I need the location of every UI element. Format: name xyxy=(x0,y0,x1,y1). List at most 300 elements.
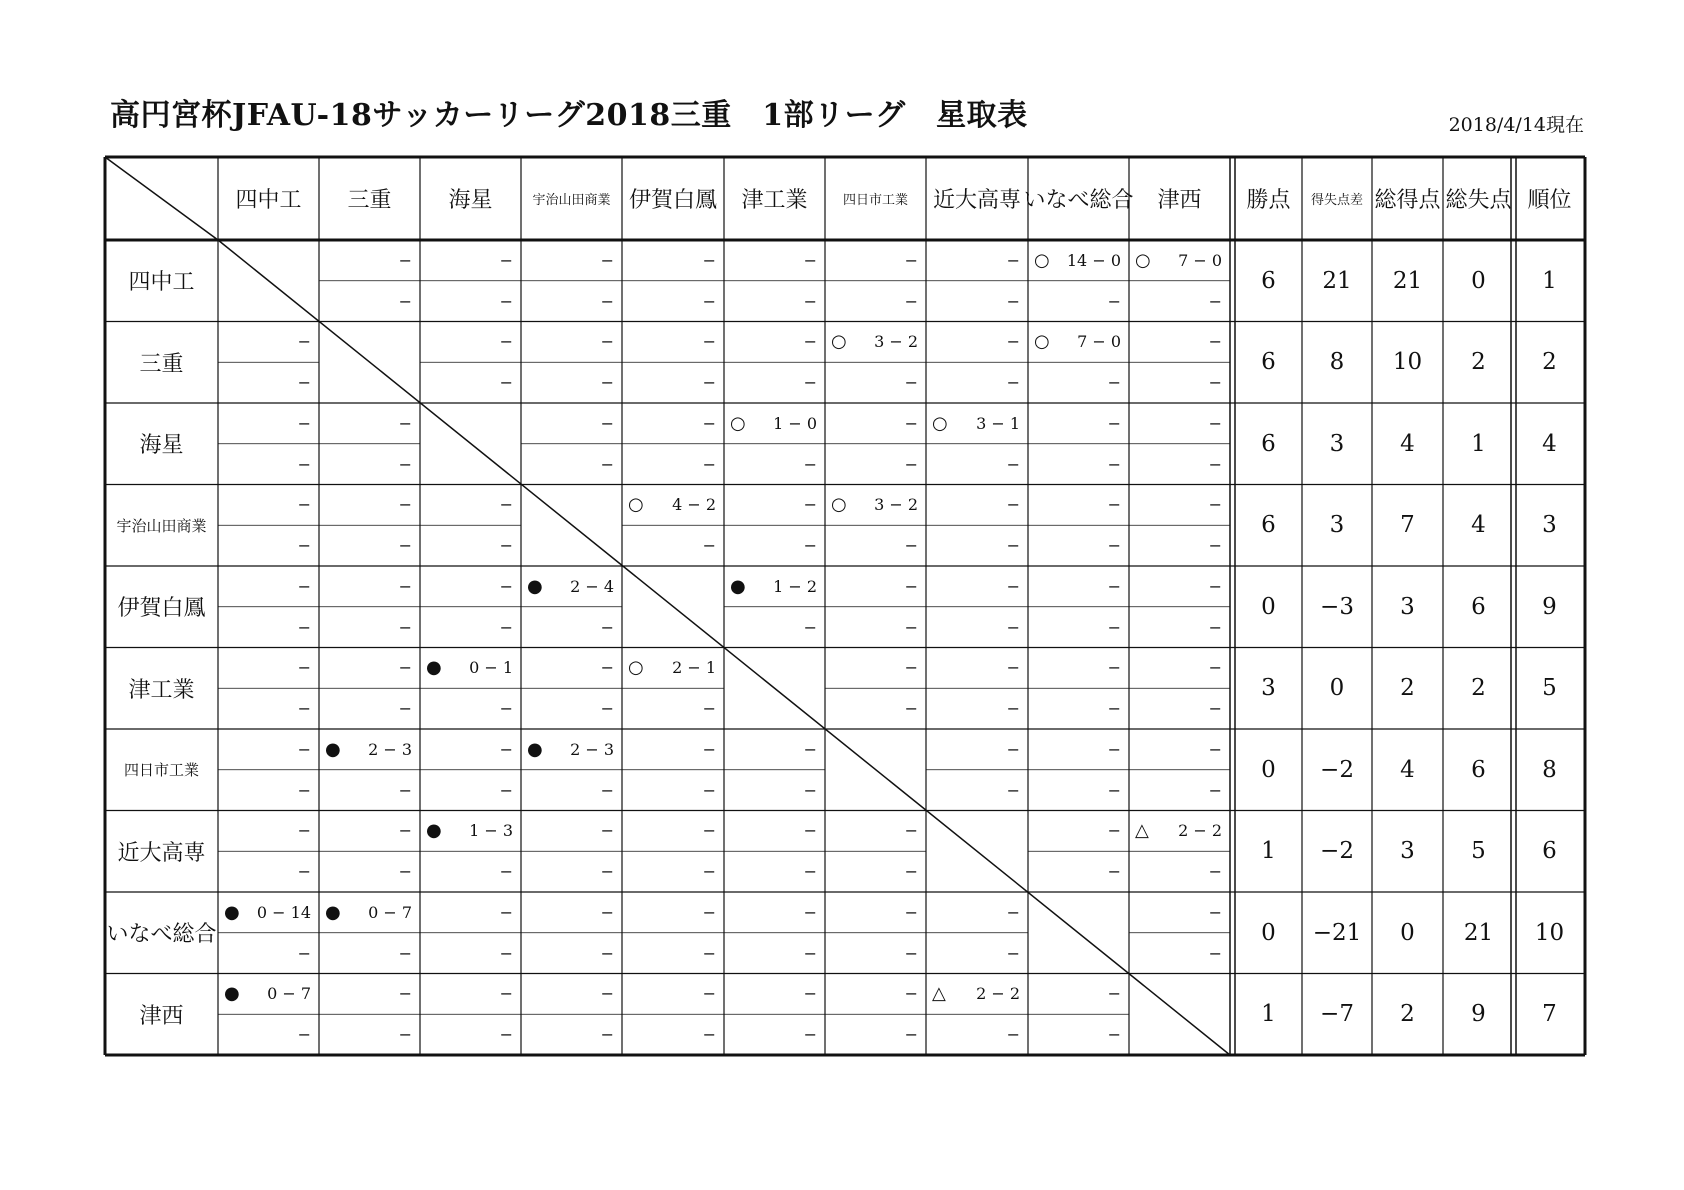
match-result-cell xyxy=(420,729,521,770)
result-dash: − xyxy=(600,943,614,963)
stat-cell: 4 xyxy=(1471,512,1486,539)
match-result-cell xyxy=(218,566,319,607)
result-dash: − xyxy=(904,454,918,474)
result-dash: − xyxy=(1006,291,1020,311)
result-dash: − xyxy=(398,1025,412,1045)
match-result-cell xyxy=(420,933,521,974)
result-score: 2 − 3 xyxy=(368,739,412,759)
match-result-cell xyxy=(319,933,420,974)
match-result-cell xyxy=(926,362,1028,403)
match-result-cell xyxy=(218,362,319,403)
result-dash: − xyxy=(1107,536,1121,556)
result-dash: − xyxy=(1208,862,1222,882)
result-dash: − xyxy=(499,862,513,882)
column-header-team: 四中工 xyxy=(235,188,302,213)
result-symbol: ○ xyxy=(628,657,644,679)
match-result-cell xyxy=(926,933,1028,974)
result-dash: − xyxy=(1107,658,1121,678)
result-dash: − xyxy=(1208,495,1222,515)
result-dash: − xyxy=(904,617,918,637)
row-header-team: 四中工 xyxy=(128,270,195,296)
result-dash: − xyxy=(1107,862,1121,882)
match-result-cell xyxy=(420,607,521,648)
result-dash: − xyxy=(600,332,614,352)
stat-cell: 1 xyxy=(1261,838,1276,865)
result-dash: − xyxy=(702,943,716,963)
match-result-cell xyxy=(319,444,420,485)
result-dash: − xyxy=(1208,576,1222,596)
result-dash: − xyxy=(803,739,817,759)
result-score: 0 − 7 xyxy=(267,984,311,1004)
result-dash: − xyxy=(297,576,311,596)
stat-cell: 0 xyxy=(1471,267,1486,294)
stat-cell: 9 xyxy=(1471,1001,1486,1028)
match-result-cell xyxy=(218,770,319,811)
result-dash: − xyxy=(499,1025,513,1045)
match-result-cell xyxy=(1028,240,1129,281)
result-dash: − xyxy=(297,699,311,719)
stat-cell: 21 xyxy=(1322,267,1352,294)
result-dash: − xyxy=(1006,373,1020,393)
result-dash: − xyxy=(499,902,513,922)
result-dash: − xyxy=(499,984,513,1004)
result-dash: − xyxy=(600,821,614,841)
result-score: 2 − 4 xyxy=(570,576,614,596)
result-symbol: ○ xyxy=(1135,249,1151,271)
result-dash: − xyxy=(1006,902,1020,922)
result-dash: − xyxy=(702,699,716,719)
stat-cell: 1 xyxy=(1471,430,1486,457)
result-dash: − xyxy=(702,536,716,556)
result-dash: − xyxy=(499,250,513,270)
stat-cell: 3 xyxy=(1400,838,1415,865)
result-dash: − xyxy=(1006,1025,1020,1045)
match-result-cell xyxy=(319,974,420,1015)
result-dash: − xyxy=(600,984,614,1004)
stat-cell: 7 xyxy=(1542,1001,1557,1028)
match-result-cell xyxy=(1028,851,1129,892)
match-result-cell xyxy=(319,281,420,322)
match-result-cell xyxy=(1028,729,1129,770)
match-result-cell xyxy=(622,525,724,566)
row-header-team: いなべ総合 xyxy=(106,922,217,948)
result-dash: − xyxy=(1006,536,1020,556)
match-result-cell xyxy=(622,933,724,974)
result-dash: − xyxy=(499,332,513,352)
stat-cell: 5 xyxy=(1542,675,1557,702)
match-result-cell xyxy=(319,729,420,770)
match-result-cell xyxy=(1028,770,1129,811)
result-dash: − xyxy=(297,1025,311,1045)
match-result-cell xyxy=(724,525,825,566)
result-score: 2 − 1 xyxy=(672,658,716,678)
match-result-cell xyxy=(218,851,319,892)
match-result-cell xyxy=(420,1014,521,1055)
result-dash: − xyxy=(1208,373,1222,393)
result-dash: − xyxy=(398,536,412,556)
result-dash: − xyxy=(803,984,817,1004)
match-result-cell xyxy=(1028,811,1129,852)
match-result-cell xyxy=(521,688,622,729)
match-result-cell xyxy=(1028,566,1129,607)
match-result-cell xyxy=(1129,403,1230,444)
result-score: 3 − 1 xyxy=(976,413,1020,433)
match-result-cell xyxy=(926,566,1028,607)
result-dash: − xyxy=(297,413,311,433)
result-symbol: ● xyxy=(527,738,543,760)
result-dash: − xyxy=(499,739,513,759)
match-result-cell xyxy=(1028,403,1129,444)
stat-cell: 6 xyxy=(1261,512,1276,539)
result-dash: − xyxy=(297,862,311,882)
result-dash: − xyxy=(702,373,716,393)
match-result-cell xyxy=(218,607,319,648)
result-score: 14 − 0 xyxy=(1066,250,1121,270)
stat-cell: 10 xyxy=(1392,349,1423,376)
match-result-cell xyxy=(319,892,420,933)
result-dash: − xyxy=(904,576,918,596)
match-result-cell xyxy=(825,851,926,892)
result-dash: − xyxy=(398,699,412,719)
match-result-cell xyxy=(724,770,825,811)
stat-cell: 9 xyxy=(1542,593,1557,620)
column-header-team: 津西 xyxy=(1157,188,1202,213)
match-result-cell xyxy=(724,566,825,607)
match-result-cell xyxy=(420,566,521,607)
result-score: 1 − 2 xyxy=(773,576,817,596)
match-result-cell xyxy=(420,851,521,892)
match-result-cell xyxy=(521,281,622,322)
column-header-team: 津工業 xyxy=(741,188,808,213)
result-dash: − xyxy=(803,862,817,882)
row-header-team: 伊賀白鳳 xyxy=(117,596,206,622)
match-result-cell xyxy=(622,403,724,444)
result-dash: − xyxy=(398,495,412,515)
match-result-cell xyxy=(319,525,420,566)
result-dash: − xyxy=(600,413,614,433)
header-corner-diagonal xyxy=(105,157,218,240)
column-header-team: 四日市工業 xyxy=(842,193,908,208)
result-dash: − xyxy=(702,332,716,352)
match-result-cell xyxy=(218,811,319,852)
stat-cell: 1 xyxy=(1542,267,1557,294)
match-result-cell xyxy=(622,770,724,811)
stat-cell: −2 xyxy=(1320,838,1354,865)
match-result-cell xyxy=(622,362,724,403)
result-dash: − xyxy=(1006,617,1020,637)
match-result-cell xyxy=(218,525,319,566)
match-result-cell xyxy=(724,892,825,933)
match-result-cell xyxy=(825,281,926,322)
result-dash: − xyxy=(1006,739,1020,759)
match-result-cell xyxy=(521,403,622,444)
match-result-cell xyxy=(218,444,319,485)
result-dash: − xyxy=(499,495,513,515)
result-dash: − xyxy=(1208,902,1222,922)
result-dash: − xyxy=(1006,699,1020,719)
stat-cell: 10 xyxy=(1534,919,1565,946)
match-result-cell xyxy=(1028,607,1129,648)
result-score: 0 − 7 xyxy=(368,902,412,922)
match-result-cell xyxy=(724,607,825,648)
match-result-cell xyxy=(926,607,1028,648)
result-dash: − xyxy=(803,780,817,800)
result-dash: − xyxy=(398,658,412,678)
result-dash: − xyxy=(398,862,412,882)
result-dash: − xyxy=(1006,576,1020,596)
match-result-cell xyxy=(825,566,926,607)
match-result-cell xyxy=(521,240,622,281)
stat-cell: 4 xyxy=(1400,430,1415,457)
match-result-cell xyxy=(218,729,319,770)
match-result-cell xyxy=(825,322,926,363)
stat-cell: 6 xyxy=(1261,430,1276,457)
result-dash: − xyxy=(803,617,817,637)
match-result-cell xyxy=(825,648,926,689)
match-result-cell xyxy=(825,1014,926,1055)
match-result-cell xyxy=(1028,444,1129,485)
match-result-cell xyxy=(724,974,825,1015)
match-result-cell xyxy=(420,770,521,811)
match-result-cell xyxy=(521,322,622,363)
match-result-cell xyxy=(926,648,1028,689)
match-result-cell xyxy=(1028,525,1129,566)
match-result-cell xyxy=(420,322,521,363)
result-dash: − xyxy=(702,984,716,1004)
stat-cell: 6 xyxy=(1261,267,1276,294)
result-dash: − xyxy=(1107,739,1121,759)
result-score: 2 − 2 xyxy=(1178,821,1222,841)
stat-cell: 0 xyxy=(1400,919,1415,946)
match-result-cell xyxy=(319,1014,420,1055)
match-result-cell xyxy=(1028,688,1129,729)
result-dash: − xyxy=(702,739,716,759)
stat-cell: 0 xyxy=(1261,919,1276,946)
result-dash: − xyxy=(600,780,614,800)
column-header-team: 三重 xyxy=(347,188,392,213)
row-header-team: 津工業 xyxy=(128,677,195,703)
match-result-cell xyxy=(825,240,926,281)
match-result-cell xyxy=(926,281,1028,322)
match-result-cell xyxy=(1129,607,1230,648)
result-dash: − xyxy=(499,699,513,719)
match-result-cell xyxy=(319,688,420,729)
stat-cell: 2 xyxy=(1542,349,1557,376)
match-result-cell xyxy=(521,933,622,974)
result-dash: − xyxy=(1107,413,1121,433)
result-dash: − xyxy=(803,332,817,352)
result-symbol: ● xyxy=(325,738,341,760)
result-dash: − xyxy=(803,250,817,270)
match-result-cell xyxy=(1028,974,1129,1015)
match-result-cell xyxy=(1129,688,1230,729)
match-result-cell xyxy=(521,811,622,852)
result-dash: − xyxy=(702,291,716,311)
match-result-cell xyxy=(319,851,420,892)
match-result-cell xyxy=(319,648,420,689)
result-dash: − xyxy=(1208,699,1222,719)
stat-cell: 3 xyxy=(1261,675,1276,702)
result-dash: − xyxy=(1208,617,1222,637)
result-dash: − xyxy=(600,1025,614,1045)
match-result-cell xyxy=(521,892,622,933)
match-result-cell xyxy=(622,240,724,281)
match-result-cell xyxy=(622,729,724,770)
result-dash: − xyxy=(600,454,614,474)
match-result-cell xyxy=(521,851,622,892)
match-result-cell xyxy=(825,525,926,566)
result-dash: − xyxy=(904,373,918,393)
result-dash: − xyxy=(1006,658,1020,678)
result-dash: − xyxy=(297,536,311,556)
result-symbol: ● xyxy=(224,901,240,923)
result-dash: − xyxy=(398,454,412,474)
match-result-cell xyxy=(926,240,1028,281)
match-result-cell xyxy=(521,729,622,770)
result-dash: − xyxy=(904,699,918,719)
result-symbol: ○ xyxy=(1034,249,1050,271)
result-score: 3 − 2 xyxy=(874,332,918,352)
match-result-cell xyxy=(420,811,521,852)
result-dash: − xyxy=(904,658,918,678)
match-result-cell xyxy=(825,485,926,526)
result-dash: − xyxy=(702,780,716,800)
row-header-team: 津西 xyxy=(139,1003,184,1029)
match-result-cell xyxy=(1129,322,1230,363)
match-result-cell xyxy=(724,811,825,852)
result-dash: − xyxy=(600,699,614,719)
result-dash: − xyxy=(1107,373,1121,393)
result-dash: − xyxy=(702,862,716,882)
result-dash: − xyxy=(1208,454,1222,474)
match-result-cell xyxy=(622,444,724,485)
match-result-cell xyxy=(420,281,521,322)
match-result-cell xyxy=(622,1014,724,1055)
result-dash: − xyxy=(803,902,817,922)
stat-cell: −21 xyxy=(1312,919,1362,946)
result-dash: − xyxy=(803,373,817,393)
result-dash: − xyxy=(803,1025,817,1045)
result-dash: − xyxy=(1107,617,1121,637)
result-score: 7 − 0 xyxy=(1178,250,1222,270)
match-result-cell xyxy=(622,688,724,729)
stat-cell: −3 xyxy=(1320,593,1354,620)
match-result-cell xyxy=(1129,281,1230,322)
match-result-cell xyxy=(521,444,622,485)
result-dash: − xyxy=(1107,291,1121,311)
match-result-cell xyxy=(926,403,1028,444)
match-result-cell xyxy=(218,892,319,933)
result-dash: − xyxy=(1208,291,1222,311)
result-symbol: △ xyxy=(932,983,946,1005)
match-result-cell xyxy=(1129,892,1230,933)
match-result-cell xyxy=(218,403,319,444)
result-dash: − xyxy=(904,413,918,433)
result-dash: − xyxy=(499,943,513,963)
match-result-cell xyxy=(319,770,420,811)
result-dash: − xyxy=(1208,739,1222,759)
column-header-team: 宇治山田商業 xyxy=(532,193,611,208)
result-score: 7 − 0 xyxy=(1077,332,1121,352)
result-symbol: ○ xyxy=(730,412,746,434)
result-dash: − xyxy=(803,291,817,311)
match-result-cell xyxy=(521,974,622,1015)
result-dash: − xyxy=(1006,250,1020,270)
match-result-cell xyxy=(319,566,420,607)
stat-cell: 3 xyxy=(1329,430,1345,457)
result-score: 2 − 3 xyxy=(570,739,614,759)
row-header-team: 海星 xyxy=(139,433,184,459)
match-result-cell xyxy=(1129,729,1230,770)
result-symbol: ○ xyxy=(628,494,644,516)
result-dash: − xyxy=(702,1025,716,1045)
match-result-cell xyxy=(825,444,926,485)
match-result-cell xyxy=(1129,485,1230,526)
result-dash: − xyxy=(1006,454,1020,474)
match-result-cell xyxy=(521,770,622,811)
result-dash: − xyxy=(1006,943,1020,963)
match-result-cell xyxy=(926,485,1028,526)
result-dash: − xyxy=(1208,536,1222,556)
result-dash: − xyxy=(398,780,412,800)
match-result-cell xyxy=(622,648,724,689)
result-dash: − xyxy=(398,943,412,963)
result-dash: − xyxy=(600,250,614,270)
result-dash: − xyxy=(297,739,311,759)
match-result-cell xyxy=(218,322,319,363)
result-dash: − xyxy=(499,291,513,311)
result-dash: − xyxy=(398,250,412,270)
match-result-cell xyxy=(1129,444,1230,485)
result-dash: − xyxy=(1107,1025,1121,1045)
result-symbol: ○ xyxy=(831,331,847,353)
result-dash: − xyxy=(904,984,918,1004)
match-result-cell xyxy=(825,688,926,729)
result-score: 1 − 3 xyxy=(469,821,513,841)
stat-cell: 6 xyxy=(1471,756,1486,783)
result-dash: − xyxy=(297,821,311,841)
match-result-cell xyxy=(218,688,319,729)
result-dash: − xyxy=(1107,984,1121,1004)
match-result-cell xyxy=(1028,322,1129,363)
result-dash: − xyxy=(1006,495,1020,515)
match-result-cell xyxy=(1028,281,1129,322)
match-result-cell xyxy=(218,648,319,689)
match-result-cell xyxy=(521,648,622,689)
result-dash: − xyxy=(398,576,412,596)
result-dash: − xyxy=(803,821,817,841)
result-dash: − xyxy=(904,821,918,841)
result-dash: − xyxy=(803,536,817,556)
stat-cell: 3 xyxy=(1400,593,1415,620)
result-symbol: ● xyxy=(325,901,341,923)
column-header-stat: 得失点差 xyxy=(1310,193,1363,208)
result-dash: − xyxy=(398,821,412,841)
result-dash: − xyxy=(297,658,311,678)
result-dash: − xyxy=(499,536,513,556)
stat-cell: 6 xyxy=(1542,838,1557,865)
match-result-cell xyxy=(1028,362,1129,403)
match-result-cell xyxy=(825,362,926,403)
result-dash: − xyxy=(297,373,311,393)
match-result-cell xyxy=(926,974,1028,1015)
result-dash: − xyxy=(803,454,817,474)
result-dash: − xyxy=(1208,658,1222,678)
result-dash: − xyxy=(398,984,412,1004)
result-score: 2 − 2 xyxy=(976,984,1020,1004)
result-dash: − xyxy=(1107,576,1121,596)
result-symbol: ● xyxy=(224,983,240,1005)
